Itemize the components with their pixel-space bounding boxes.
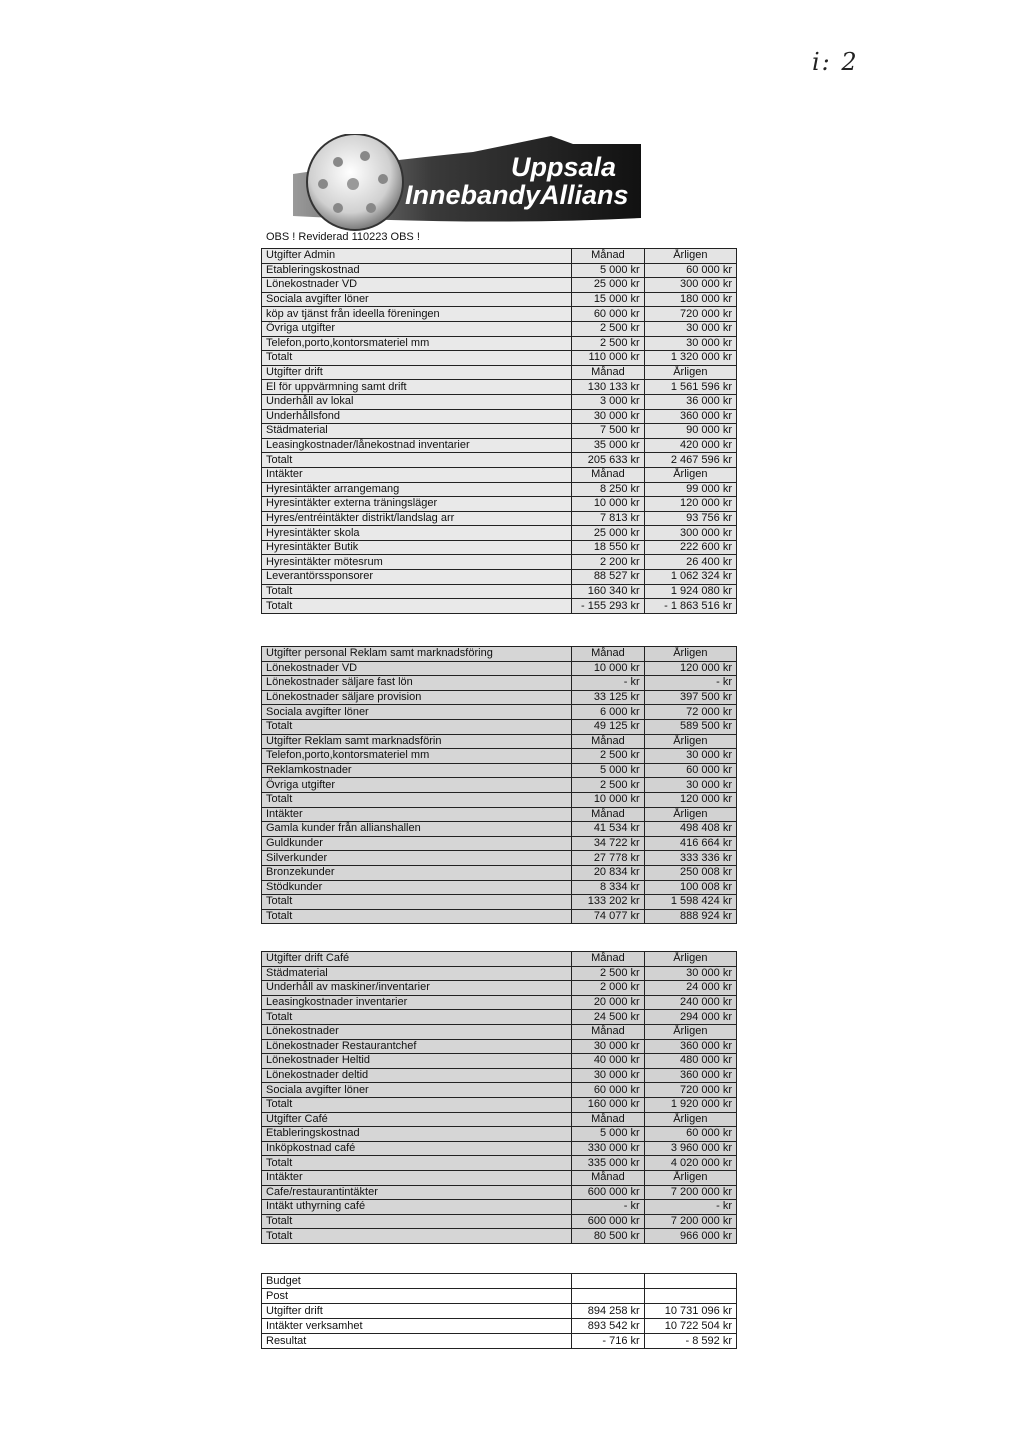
monthly-value: 40 000 kr bbox=[572, 1054, 645, 1069]
yearly-value: 888 924 kr bbox=[644, 909, 736, 924]
monthly-value: 20 834 kr bbox=[572, 865, 645, 880]
row-label: Städmaterial bbox=[262, 424, 572, 439]
table-row bbox=[262, 981, 737, 996]
table-row bbox=[262, 467, 737, 482]
row-label: Totalt bbox=[262, 599, 572, 614]
table-row bbox=[262, 526, 737, 541]
row-label: Totalt bbox=[262, 719, 572, 734]
monthly-value: 10 000 kr bbox=[572, 661, 645, 676]
table-row bbox=[262, 1185, 737, 1200]
monthly-value: Månad bbox=[572, 467, 645, 482]
handwritten-page-mark: i: 2 bbox=[812, 48, 859, 76]
monthly-value: 27 778 kr bbox=[572, 851, 645, 866]
row-label: Underhåll av maskiner/inventarier bbox=[262, 981, 572, 996]
row-label: Intäkter bbox=[262, 467, 572, 482]
row-label: Totalt bbox=[262, 895, 572, 910]
monthly-value: 2 500 kr bbox=[572, 336, 645, 351]
monthly-value: 30 000 kr bbox=[572, 409, 645, 424]
row-label: Hyresintäkter Butik bbox=[262, 540, 572, 555]
yearly-value bbox=[644, 1289, 736, 1304]
monthly-value: 894 258 kr bbox=[572, 1304, 645, 1319]
monthly-value: 60 000 kr bbox=[572, 1083, 645, 1098]
row-label: Totalt bbox=[262, 584, 572, 599]
table-row bbox=[262, 1083, 737, 1098]
monthly-value: 2 200 kr bbox=[572, 555, 645, 570]
monthly-value: 35 000 kr bbox=[572, 438, 645, 453]
table-row bbox=[262, 792, 737, 807]
table-row bbox=[262, 661, 737, 676]
yearly-value: 90 000 kr bbox=[644, 424, 736, 439]
table-row bbox=[262, 647, 737, 662]
row-label: Intäkter bbox=[262, 1170, 572, 1185]
yearly-value: 498 408 kr bbox=[644, 822, 736, 837]
table-row bbox=[262, 497, 737, 512]
yearly-value: 1 561 596 kr bbox=[644, 380, 736, 395]
yearly-value: 180 000 kr bbox=[644, 292, 736, 307]
row-label: Lönekostnader bbox=[262, 1024, 572, 1039]
table-row bbox=[262, 865, 737, 880]
row-label: Övriga utgifter bbox=[262, 778, 572, 793]
yearly-value: 60 000 kr bbox=[644, 263, 736, 278]
yearly-value: 480 000 kr bbox=[644, 1054, 736, 1069]
row-label: Telefon,porto,kontorsmateriel mm bbox=[262, 336, 572, 351]
row-label: Resultat bbox=[262, 1334, 572, 1349]
logo-text-city: Uppsala bbox=[511, 152, 617, 182]
yearly-value: Årligen bbox=[644, 807, 736, 822]
monthly-value: 15 000 kr bbox=[572, 292, 645, 307]
row-label: Intäkter verksamhet bbox=[262, 1319, 572, 1334]
yearly-value: 10 731 096 kr bbox=[644, 1304, 736, 1319]
monthly-value: Månad bbox=[572, 1112, 645, 1127]
row-label: Totalt bbox=[262, 792, 572, 807]
table-row bbox=[262, 719, 737, 734]
yearly-value: 26 400 kr bbox=[644, 555, 736, 570]
table-row bbox=[262, 336, 737, 351]
monthly-value: - kr bbox=[572, 1200, 645, 1215]
row-label: Intäkter bbox=[262, 807, 572, 822]
row-label: Utgifter drift Café bbox=[262, 952, 572, 967]
row-label: Hyresintäkter mötesrum bbox=[262, 555, 572, 570]
row-label: Cafe/restaurantintäkter bbox=[262, 1185, 572, 1200]
yearly-value: Årligen bbox=[644, 1024, 736, 1039]
table-row bbox=[262, 1229, 737, 1244]
row-label: Leverantörssponsorer bbox=[262, 570, 572, 585]
logo-text-name: InnebandyAllians bbox=[405, 180, 629, 210]
table-row bbox=[262, 836, 737, 851]
yearly-value: 360 000 kr bbox=[644, 1039, 736, 1054]
monthly-value: 60 000 kr bbox=[572, 307, 645, 322]
table-row bbox=[262, 1214, 737, 1229]
monthly-value: Månad bbox=[572, 1170, 645, 1185]
yearly-value: 360 000 kr bbox=[644, 409, 736, 424]
table-row bbox=[262, 676, 737, 691]
yearly-value: 30 000 kr bbox=[644, 749, 736, 764]
yearly-value: 250 008 kr bbox=[644, 865, 736, 880]
monthly-value: 335 000 kr bbox=[572, 1156, 645, 1171]
yearly-value: 360 000 kr bbox=[644, 1068, 736, 1083]
row-label: Underhållsfond bbox=[262, 409, 572, 424]
row-label: Leasingkostnader inventarier bbox=[262, 995, 572, 1010]
row-label: Inköpkostnad café bbox=[262, 1141, 572, 1156]
yearly-value: 333 336 kr bbox=[644, 851, 736, 866]
row-label: Sociala avgifter löner bbox=[262, 1083, 572, 1098]
table-row bbox=[262, 807, 737, 822]
monthly-value: 8 250 kr bbox=[572, 482, 645, 497]
row-label: Gamla kunder från allianshallen bbox=[262, 822, 572, 837]
table-personal-reklam bbox=[261, 646, 737, 924]
yearly-value: 720 000 kr bbox=[644, 307, 736, 322]
yearly-value: 720 000 kr bbox=[644, 1083, 736, 1098]
table-row bbox=[262, 1039, 737, 1054]
table-row bbox=[262, 1112, 737, 1127]
table-row bbox=[262, 1024, 737, 1039]
yearly-value: 589 500 kr bbox=[644, 719, 736, 734]
monthly-value: 130 133 kr bbox=[572, 380, 645, 395]
monthly-value: 18 550 kr bbox=[572, 540, 645, 555]
row-label: Städmaterial bbox=[262, 966, 572, 981]
yearly-value: 222 600 kr bbox=[644, 540, 736, 555]
table-row bbox=[262, 540, 737, 555]
row-label: Etableringskostnad bbox=[262, 263, 572, 278]
yearly-value: 10 722 504 kr bbox=[644, 1319, 736, 1334]
table-row bbox=[262, 822, 737, 837]
yearly-value: 120 000 kr bbox=[644, 497, 736, 512]
table-row bbox=[262, 453, 737, 468]
monthly-value: 10 000 kr bbox=[572, 497, 645, 512]
row-label: Övriga utgifter bbox=[262, 321, 572, 336]
table-row bbox=[262, 1010, 737, 1025]
row-label: Hyresintäkter externa träningsläger bbox=[262, 497, 572, 512]
yearly-value: 30 000 kr bbox=[644, 966, 736, 981]
monthly-value: 49 125 kr bbox=[572, 719, 645, 734]
yearly-value: 30 000 kr bbox=[644, 336, 736, 351]
table-row bbox=[262, 409, 737, 424]
yearly-value: Årligen bbox=[644, 467, 736, 482]
monthly-value: Månad bbox=[572, 249, 645, 264]
yearly-value: 240 000 kr bbox=[644, 995, 736, 1010]
monthly-value: 7 813 kr bbox=[572, 511, 645, 526]
yearly-value: 397 500 kr bbox=[644, 690, 736, 705]
monthly-value: 6 000 kr bbox=[572, 705, 645, 720]
row-label: Leasingkostnader/lånekostnad inventarier bbox=[262, 438, 572, 453]
row-label: Lönekostnader säljare provision bbox=[262, 690, 572, 705]
table-row bbox=[262, 880, 737, 895]
yearly-value: 1 062 324 kr bbox=[644, 570, 736, 585]
table-row bbox=[262, 307, 737, 322]
table-row bbox=[262, 763, 737, 778]
table-row bbox=[262, 1274, 737, 1289]
yearly-value: 120 000 kr bbox=[644, 661, 736, 676]
table-row bbox=[262, 895, 737, 910]
monthly-value: 34 722 kr bbox=[572, 836, 645, 851]
yearly-value: Årligen bbox=[644, 734, 736, 749]
table-row bbox=[262, 1068, 737, 1083]
row-label: Totalt bbox=[262, 453, 572, 468]
table-row bbox=[262, 1319, 737, 1334]
monthly-value: 330 000 kr bbox=[572, 1141, 645, 1156]
table-row bbox=[262, 380, 737, 395]
yearly-value: Årligen bbox=[644, 1112, 736, 1127]
monthly-value: 893 542 kr bbox=[572, 1319, 645, 1334]
yearly-value: 99 000 kr bbox=[644, 482, 736, 497]
row-label: Totalt bbox=[262, 1229, 572, 1244]
monthly-value: 25 000 kr bbox=[572, 526, 645, 541]
table-row bbox=[262, 705, 737, 720]
monthly-value: 2 500 kr bbox=[572, 749, 645, 764]
row-label: Lönekostnader VD bbox=[262, 278, 572, 293]
table-row bbox=[262, 365, 737, 380]
monthly-value: 110 000 kr bbox=[572, 351, 645, 366]
yearly-value: 120 000 kr bbox=[644, 792, 736, 807]
row-label: Reklamkostnader bbox=[262, 763, 572, 778]
table-admin-drift-intakter bbox=[261, 248, 737, 614]
row-label: Utgifter drift bbox=[262, 365, 572, 380]
table-row bbox=[262, 778, 737, 793]
table-row bbox=[262, 1334, 737, 1349]
row-label: Hyres/entréintäkter distrikt/landslag arr bbox=[262, 511, 572, 526]
row-label: Lönekostnader Restaurantchef bbox=[262, 1039, 572, 1054]
yearly-value: 93 756 kr bbox=[644, 511, 736, 526]
yearly-value: Årligen bbox=[644, 647, 736, 662]
table-row bbox=[262, 1141, 737, 1156]
table-row bbox=[262, 351, 737, 366]
monthly-value: 600 000 kr bbox=[572, 1185, 645, 1200]
monthly-value: 88 527 kr bbox=[572, 570, 645, 585]
yearly-value: 100 008 kr bbox=[644, 880, 736, 895]
row-label: Hyresintäkter arrangemang bbox=[262, 482, 572, 497]
monthly-value: Månad bbox=[572, 365, 645, 380]
monthly-value: 133 202 kr bbox=[572, 895, 645, 910]
monthly-value: Månad bbox=[572, 952, 645, 967]
row-label: Hyresintäkter skola bbox=[262, 526, 572, 541]
table-row bbox=[262, 292, 737, 307]
yearly-value: Årligen bbox=[644, 1170, 736, 1185]
monthly-value: - 716 kr bbox=[572, 1334, 645, 1349]
yearly-value: - 8 592 kr bbox=[644, 1334, 736, 1349]
row-label: Totalt bbox=[262, 1214, 572, 1229]
table-row bbox=[262, 1054, 737, 1069]
table-row bbox=[262, 278, 737, 293]
yearly-value: Årligen bbox=[644, 365, 736, 380]
monthly-value: 25 000 kr bbox=[572, 278, 645, 293]
table-row bbox=[262, 599, 737, 614]
monthly-value: Månad bbox=[572, 734, 645, 749]
row-label: Stödkunder bbox=[262, 880, 572, 895]
yearly-value: 7 200 000 kr bbox=[644, 1214, 736, 1229]
row-label: Post bbox=[262, 1289, 572, 1304]
table-row bbox=[262, 1200, 737, 1215]
monthly-value: 10 000 kr bbox=[572, 792, 645, 807]
table-drift-cafe bbox=[261, 951, 737, 1244]
table-row bbox=[262, 690, 737, 705]
yearly-value: 416 664 kr bbox=[644, 836, 736, 851]
table-row bbox=[262, 249, 737, 264]
yearly-value: 300 000 kr bbox=[644, 526, 736, 541]
monthly-value: 7 500 kr bbox=[572, 424, 645, 439]
row-label: Utgifter Reklam samt marknadsförin bbox=[262, 734, 572, 749]
monthly-value: 2 000 kr bbox=[572, 981, 645, 996]
row-label: Guldkunder bbox=[262, 836, 572, 851]
yearly-value: - 1 863 516 kr bbox=[644, 599, 736, 614]
row-label: El för uppvärmning samt drift bbox=[262, 380, 572, 395]
row-label: Lönekostnader VD bbox=[262, 661, 572, 676]
row-label: Sociala avgifter löner bbox=[262, 292, 572, 307]
logo bbox=[283, 134, 643, 236]
yearly-value: 72 000 kr bbox=[644, 705, 736, 720]
table-row bbox=[262, 321, 737, 336]
monthly-value: Månad bbox=[572, 647, 645, 662]
yearly-value: - kr bbox=[644, 676, 736, 691]
yearly-value: 3 960 000 kr bbox=[644, 1141, 736, 1156]
row-label: Utgifter personal Reklam samt marknadsföring bbox=[262, 647, 572, 662]
yearly-value: 2 467 596 kr bbox=[644, 453, 736, 468]
row-label: Totalt bbox=[262, 1156, 572, 1171]
monthly-value: 2 500 kr bbox=[572, 778, 645, 793]
monthly-value: 205 633 kr bbox=[572, 453, 645, 468]
table-row bbox=[262, 263, 737, 278]
table-row bbox=[262, 1289, 737, 1304]
row-label: Totalt bbox=[262, 909, 572, 924]
table-row bbox=[262, 424, 737, 439]
yearly-value: - kr bbox=[644, 1200, 736, 1215]
row-label: Budget bbox=[262, 1274, 572, 1289]
table-row bbox=[262, 1304, 737, 1319]
yearly-value: 1 924 080 kr bbox=[644, 584, 736, 599]
row-label: Utgifter Café bbox=[262, 1112, 572, 1127]
yearly-value: 7 200 000 kr bbox=[644, 1185, 736, 1200]
yearly-value: 36 000 kr bbox=[644, 394, 736, 409]
monthly-value: 2 500 kr bbox=[572, 321, 645, 336]
yearly-value: 420 000 kr bbox=[644, 438, 736, 453]
yearly-value: 1 320 000 kr bbox=[644, 351, 736, 366]
monthly-value bbox=[572, 1289, 645, 1304]
monthly-value: - 155 293 kr bbox=[572, 599, 645, 614]
row-label: Underhåll av lokal bbox=[262, 394, 572, 409]
table-row bbox=[262, 555, 737, 570]
yearly-value: Årligen bbox=[644, 249, 736, 264]
table-row bbox=[262, 482, 737, 497]
monthly-value: 24 500 kr bbox=[572, 1010, 645, 1025]
row-label: Utgifter drift bbox=[262, 1304, 572, 1319]
table-row bbox=[262, 1156, 737, 1171]
row-label: Bronzekunder bbox=[262, 865, 572, 880]
monthly-value: 74 077 kr bbox=[572, 909, 645, 924]
monthly-value: 5 000 kr bbox=[572, 1127, 645, 1142]
monthly-value: 20 000 kr bbox=[572, 995, 645, 1010]
monthly-value: 160 340 kr bbox=[572, 584, 645, 599]
row-label: Intäkt uthyrning café bbox=[262, 1200, 572, 1215]
row-label: Lönekostnader deltid bbox=[262, 1068, 572, 1083]
revision-notice: OBS ! Reviderad 110223 OBS ! bbox=[266, 231, 420, 243]
monthly-value: 41 534 kr bbox=[572, 822, 645, 837]
yearly-value: 966 000 kr bbox=[644, 1229, 736, 1244]
table-row bbox=[262, 952, 737, 967]
table-row bbox=[262, 1170, 737, 1185]
row-label: Silverkunder bbox=[262, 851, 572, 866]
monthly-value: 3 000 kr bbox=[572, 394, 645, 409]
monthly-value: 33 125 kr bbox=[572, 690, 645, 705]
row-label: köp av tjänst från ideella föreningen bbox=[262, 307, 572, 322]
yearly-value: 24 000 kr bbox=[644, 981, 736, 996]
yearly-value bbox=[644, 1274, 736, 1289]
yearly-value: 300 000 kr bbox=[644, 278, 736, 293]
table-row bbox=[262, 995, 737, 1010]
yearly-value: Årligen bbox=[644, 952, 736, 967]
table-row bbox=[262, 1127, 737, 1142]
table-row bbox=[262, 749, 737, 764]
table-row bbox=[262, 966, 737, 981]
monthly-value: Månad bbox=[572, 807, 645, 822]
row-label: Sociala avgifter löner bbox=[262, 705, 572, 720]
table-row bbox=[262, 1097, 737, 1112]
row-label: Utgifter Admin bbox=[262, 249, 572, 264]
monthly-value: 80 500 kr bbox=[572, 1229, 645, 1244]
table-row bbox=[262, 851, 737, 866]
monthly-value: 30 000 kr bbox=[572, 1068, 645, 1083]
yearly-value: 30 000 kr bbox=[644, 778, 736, 793]
table-row bbox=[262, 394, 737, 409]
row-label: Totalt bbox=[262, 351, 572, 366]
monthly-value: 30 000 kr bbox=[572, 1039, 645, 1054]
row-label: Etableringskostnad bbox=[262, 1127, 572, 1142]
yearly-value: 60 000 kr bbox=[644, 763, 736, 778]
monthly-value: 8 334 kr bbox=[572, 880, 645, 895]
monthly-value: 5 000 kr bbox=[572, 763, 645, 778]
row-label: Lönekostnader säljare fast lön bbox=[262, 676, 572, 691]
yearly-value: 30 000 kr bbox=[644, 321, 736, 336]
row-label: Totalt bbox=[262, 1097, 572, 1112]
yearly-value: 4 020 000 kr bbox=[644, 1156, 736, 1171]
yearly-value: 60 000 kr bbox=[644, 1127, 736, 1142]
table-row bbox=[262, 734, 737, 749]
table-budget-summary bbox=[261, 1273, 737, 1349]
yearly-value: 1 598 424 kr bbox=[644, 895, 736, 910]
row-label: Totalt bbox=[262, 1010, 572, 1025]
table-row bbox=[262, 511, 737, 526]
monthly-value: 2 500 kr bbox=[572, 966, 645, 981]
table-row bbox=[262, 584, 737, 599]
monthly-value: - kr bbox=[572, 676, 645, 691]
monthly-value: 160 000 kr bbox=[572, 1097, 645, 1112]
row-label: Lönekostnader Heltid bbox=[262, 1054, 572, 1069]
table-row bbox=[262, 438, 737, 453]
monthly-value: Månad bbox=[572, 1024, 645, 1039]
monthly-value: 600 000 kr bbox=[572, 1214, 645, 1229]
monthly-value bbox=[572, 1274, 645, 1289]
row-label: Telefon,porto,kontorsmateriel mm bbox=[262, 749, 572, 764]
table-row bbox=[262, 570, 737, 585]
yearly-value: 294 000 kr bbox=[644, 1010, 736, 1025]
monthly-value: 5 000 kr bbox=[572, 263, 645, 278]
table-row bbox=[262, 909, 737, 924]
yearly-value: 1 920 000 kr bbox=[644, 1097, 736, 1112]
